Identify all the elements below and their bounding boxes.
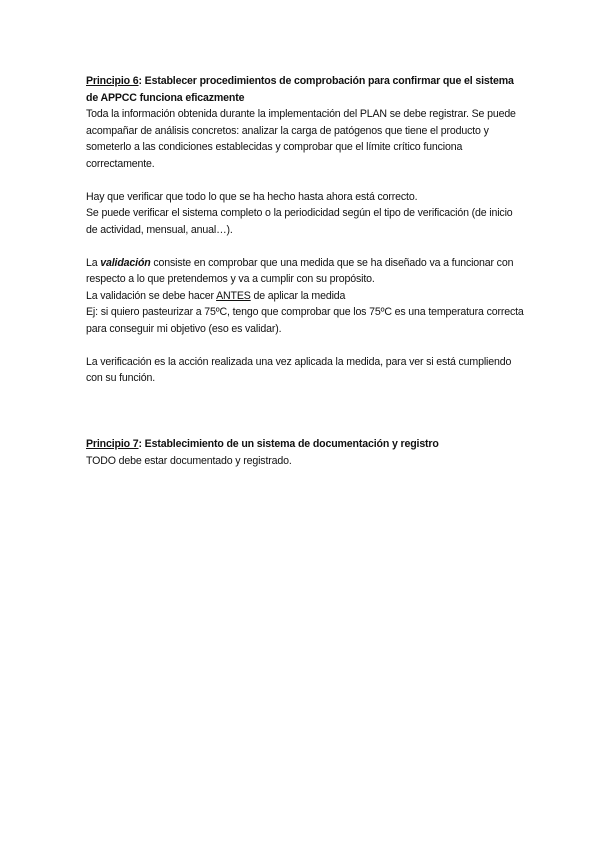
principle-6-label: Principio 6 [86,75,139,87]
validation-term: validación [100,256,151,269]
document-page [86,73,526,469]
principle-6-heading [86,73,526,106]
principle-7-title: : Establecimiento de un sistema de documentación y registro [138,438,439,450]
example-paragraph: Ej: si quiero pasteurizar a 75ºC, tengo que comprobar que los 75ºC es una temperatura correcta para conseguir mi objetivo (eso es validar). [86,306,524,335]
before-term: ANTES [216,289,251,302]
principle-6-title: : Establecer procedimientos de comprobación para confirmar que el sistema de APPCC funciona eficazmente [86,75,514,104]
principle-7-body: TODO debe estar documentado y registrado. [86,454,292,467]
principle-6-paragraph-2-line-1: Hay que verificar que todo lo que se ha hecho hasta ahora está correcto. [86,190,418,203]
validation-rest: consiste en comprobar que una medida que se ha diseñado va a funcionar con respecto a lo que pretendemos y va a cumplir con su propósito. [86,256,514,285]
principle-7-heading [86,436,526,453]
before-rest: de aplicar la medida [250,289,346,302]
before-paragraph [86,288,526,305]
principle-6-paragraph-2-line-2: Se puede verificar el sistema completo o la periodicidad según el tipo de verificación (de inicio de actividad, mensual, anual…). [86,207,513,236]
validation-prefix: La [86,256,101,269]
before-prefix: La validación se debe hacer [86,289,217,302]
principle-7-label: Principio 7 [86,438,139,450]
verification-paragraph: La verificación es la acción realizada una vez aplicada la medida, para ver si está cumpliendo con su función. [86,355,512,384]
validation-paragraph [86,255,526,288]
principle-6-paragraph-1: Toda la información obtenida durante la implementación del PLAN se debe registrar. Se puede acompañar de análisis concretos: analizar la carga de patógenos que tiene el producto y someterlo a las condiciones establecidas y comprobar que el límite crítico funciona correctamente. [86,108,516,170]
